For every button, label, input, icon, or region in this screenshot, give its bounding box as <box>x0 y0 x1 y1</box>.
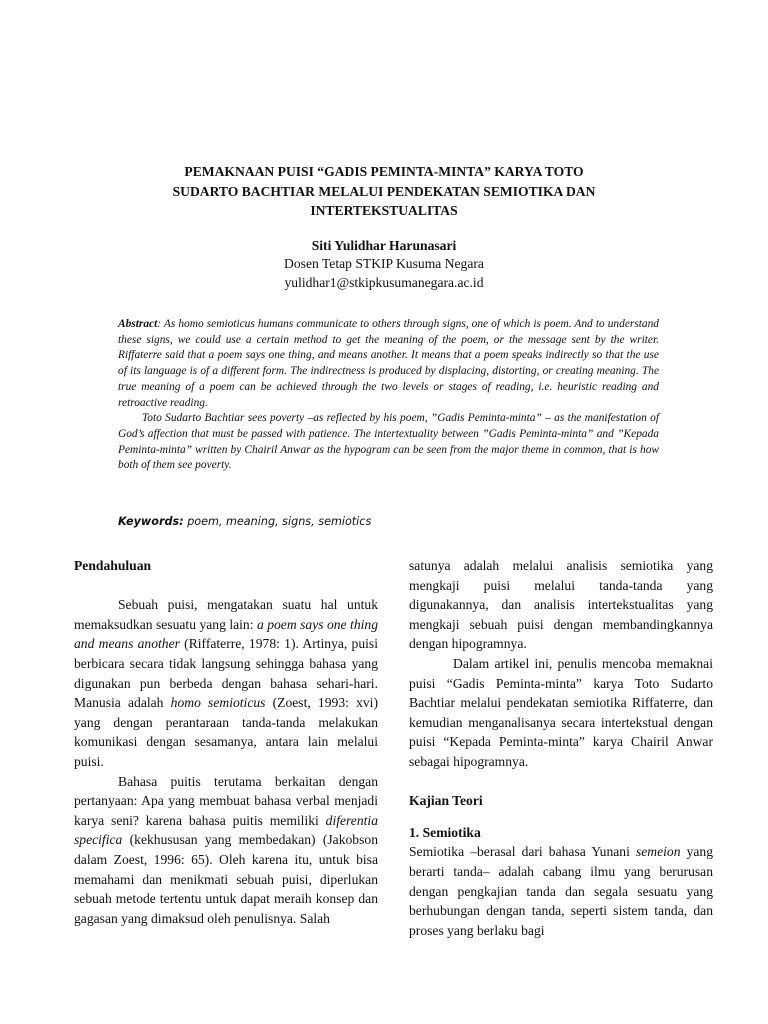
paper-title <box>110 162 658 221</box>
section-heading-kajian-teori: Kajian Teori <box>409 793 483 809</box>
abstract-paragraph-1 <box>118 317 659 411</box>
text-run-italic: a poem says one thing and means another <box>74 616 378 652</box>
abstract-label: Abstract <box>118 318 158 330</box>
text-run-italic: semeion <box>635 844 681 860</box>
body-paragraph: Dalam artikel ini, penulis mencoba memaknai puisi “Gadis Peminta-minta” karya Toto Sudarto Bachtiar melalui pendekatan semiotika Riffaterre, dan kemudian menganalisanya secara intertekstual dengan puisi “Kepada Peminta-minta” karya Chairil Anwar sebagai hipogramnya. <box>409 655 713 769</box>
left-column <box>74 556 378 928</box>
text-run: yang berarti tanda– adalah cabang ilmu yang berurusan dengan pengkajian tanda dan segala sesuatu yang berhubungan dengan tanda, seperti sistem tanda, dan proses yang berlaku bagi <box>409 844 714 938</box>
text-run: (Riffaterre, 1978: 1). Artinya, puisi berbicara secara tidak langsung sehingga bahasa yang digunakan pun berbeda dengan bahasa sehari-hari. Manusia adalah <box>74 636 378 711</box>
author-block <box>150 237 618 292</box>
title-line-1: PEMAKNAAN PUISI “GADIS PEMINTA-MINTA” KARYA TOTO <box>184 164 584 179</box>
author-affiliation: Dosen Tetap STKIP Kusuma Negara <box>284 256 484 272</box>
body-paragraph <box>74 595 378 771</box>
section-heading-pendahuluan: Pendahuluan <box>74 558 152 573</box>
abstract-section <box>118 317 659 474</box>
keywords-line <box>118 514 659 530</box>
author-email: yulidhar1@stkipkusumanegara.ac.id <box>284 274 484 290</box>
text-run: Sebuah puisi, mengatakan suatu hal untuk memaksudkan sesuatu yang lain: <box>74 597 378 632</box>
text-run-italic: diferentia specifica <box>74 812 378 848</box>
text-run: (Zoest, 1993: xvi) yang dengan perantaraan tanda-tanda melakukan komunikasi dengan sesamanya, antara lain melalui puisi. <box>74 695 378 769</box>
text-run: (kekhususan yang membedakan) (Jakobson dalam Zoest, 1996: 65). Oleh karena itu, untuk bisa memahami dan menikmati sebuah puisi, diperlukan sebuah metode tertentu untuk dapat meraih konsep dan gagasan yang dimaksud oleh penulisnya. Salah <box>74 832 378 926</box>
body-paragraph <box>409 842 713 940</box>
author-name: Siti Yulidhar Harunasari <box>311 238 457 253</box>
keywords-text: poem, meaning, signs, semiotics <box>187 515 372 528</box>
body-paragraph <box>74 772 378 929</box>
abstract-paragraph-2: Toto Sudarto Bachtiar sees poverty –as reflected by his poem, ”Gadis Peminta-minta” – as the manifestation of God’s affection that must be passed with patience. The intertextuality between ”Gadis Peminta-minta” and ”Kepada Peminta-minta” written by Chairil Anwar as the hypogram can be seen from the major theme in common, that is how both of them see poverty. <box>118 412 659 472</box>
text-run: Bahasa puitis terutama berkaitan dengan pertanyaan: Apa yang membuat bahasa verbal menjadi karya seni? karena bahasa puitis memiliki <box>74 773 378 828</box>
text-run: Semiotika –berasal dari bahasa Yunani <box>409 844 636 860</box>
subsection-heading-semiotika: 1. Semiotika <box>409 824 481 840</box>
body-paragraph: satunya adalah melalui analisis semiotika yang mengkaji puisi melalui tanda-tanda yang digunakannya, dan analisis intertekstualitas yang mengkaji sebuah puisi dengan membandingkannya dengan hipogramnya. <box>409 558 713 652</box>
title-line-3: INTERTEKSTUALITAS <box>310 203 458 219</box>
title-line-2: SUDARTO BACHTIAR MELALUI PENDEKATAN SEMIOTIKA DAN <box>172 183 596 199</box>
keywords-label: Keywords: <box>118 515 184 528</box>
text-run-italic: homo semioticus <box>170 695 266 711</box>
abstract-text-1: : As homo semioticus humans communicate to others through signs, one of which is poem. And to understand these signs, we could use a certain method to get the meaning of the poem, or the message sent by the writer. Riffaterre said that a poem says one thing, and means another. It means that a poem speaks indirectly so that the use of its language is of a different form. The indirectness is produced by displacing, distorting, or creating meaning. The true meaning of a poem can be achieved through the two levels or stages of reading, i.e. heuristic reading and retroactive reading. <box>118 318 659 409</box>
right-column <box>409 556 713 940</box>
